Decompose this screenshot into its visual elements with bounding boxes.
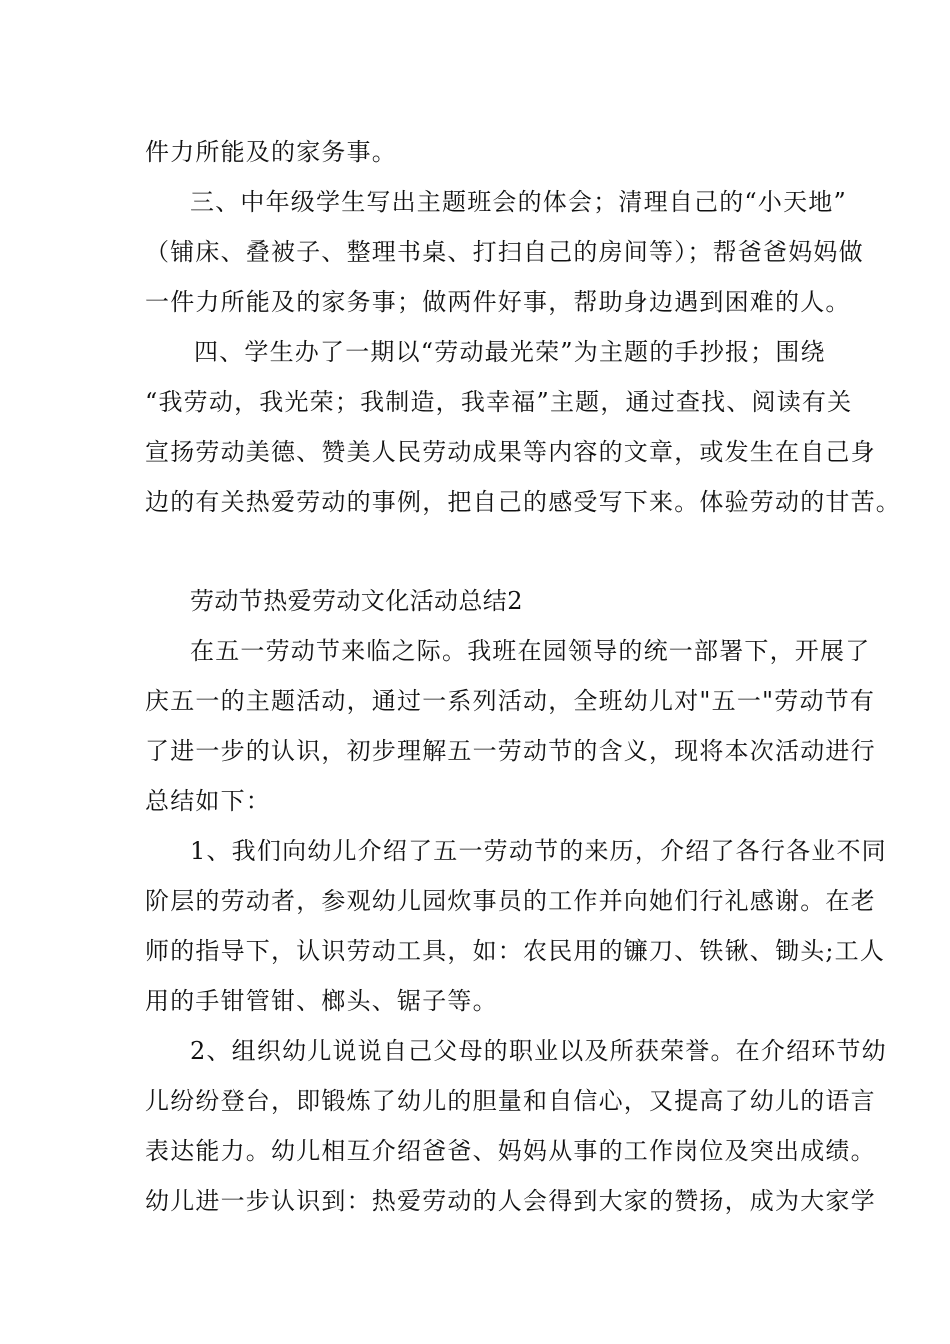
text-line: （铺床、叠被子、整理书桌、打扫自己的房间等）；帮爸爸妈妈做 xyxy=(145,238,864,266)
text-line: 2、组织幼儿说说自己父母的职业以及所获荣誉。在介绍环节幼 xyxy=(190,1037,887,1065)
text-line: “我劳动，我光荣；我制造，我幸福”主题，通过查找、阅读有关 xyxy=(145,388,853,416)
text-line: 四、学生办了一期以“劳动最光荣”为主题的手抄报；围绕 xyxy=(194,338,826,366)
text-line: 在五一劳动节来临之际。我班在园领导的统一部署下，开展了 xyxy=(190,637,871,665)
text-line: 庆五一的主题活动，通过一系列活动，全班幼儿对"五一"劳动节有 xyxy=(145,687,876,715)
section-heading: 劳动节热爱劳动文化活动总结2 xyxy=(190,587,523,615)
text-line: 阶层的劳动者，参观幼儿园炊事员的工作并向她们行礼感谢。在老 xyxy=(145,887,876,915)
text-line: 用的手钳管钳、榔头、锯子等。 xyxy=(145,987,498,1015)
text-line: 边的有关热爱劳动的事例，把自己的感受写下来。体验劳动的甘苦。 xyxy=(145,488,901,516)
text-line: 幼儿进一步认识到：热爱劳动的人会得到大家的赞扬，成为大家学 xyxy=(145,1187,876,1215)
text-line: 表达能力。幼儿相互介绍爸爸、妈妈从事的工作岗位及突出成绩。 xyxy=(145,1137,876,1165)
text-line: 一件力所能及的家务事；做两件好事，帮助身边遇到困难的人。 xyxy=(145,288,851,316)
text-line: 了进一步的认识，初步理解五一劳动节的含义，现将本次活动进行 xyxy=(145,737,876,765)
text-line: 师的指导下，认识劳动工具，如：农民用的镰刀、铁锹、锄头;工人 xyxy=(145,937,886,965)
text-line: 儿纷纷登台，即锻炼了幼儿的胆量和自信心，又提高了幼儿的语言 xyxy=(145,1087,876,1115)
text-line: 件力所能及的家务事。 xyxy=(145,138,397,166)
text-line: 三、中年级学生写出主题班会的体会；清理自己的“小天地” xyxy=(190,188,847,216)
text-line: 宣扬劳动美德、赞美人民劳动成果等内容的文章，或发生在自己身 xyxy=(145,438,876,466)
text-line: 总结如下： xyxy=(145,787,271,815)
text-line: 1、我们向幼儿介绍了五一劳动节的来历，介绍了各行各业不同 xyxy=(190,837,887,865)
